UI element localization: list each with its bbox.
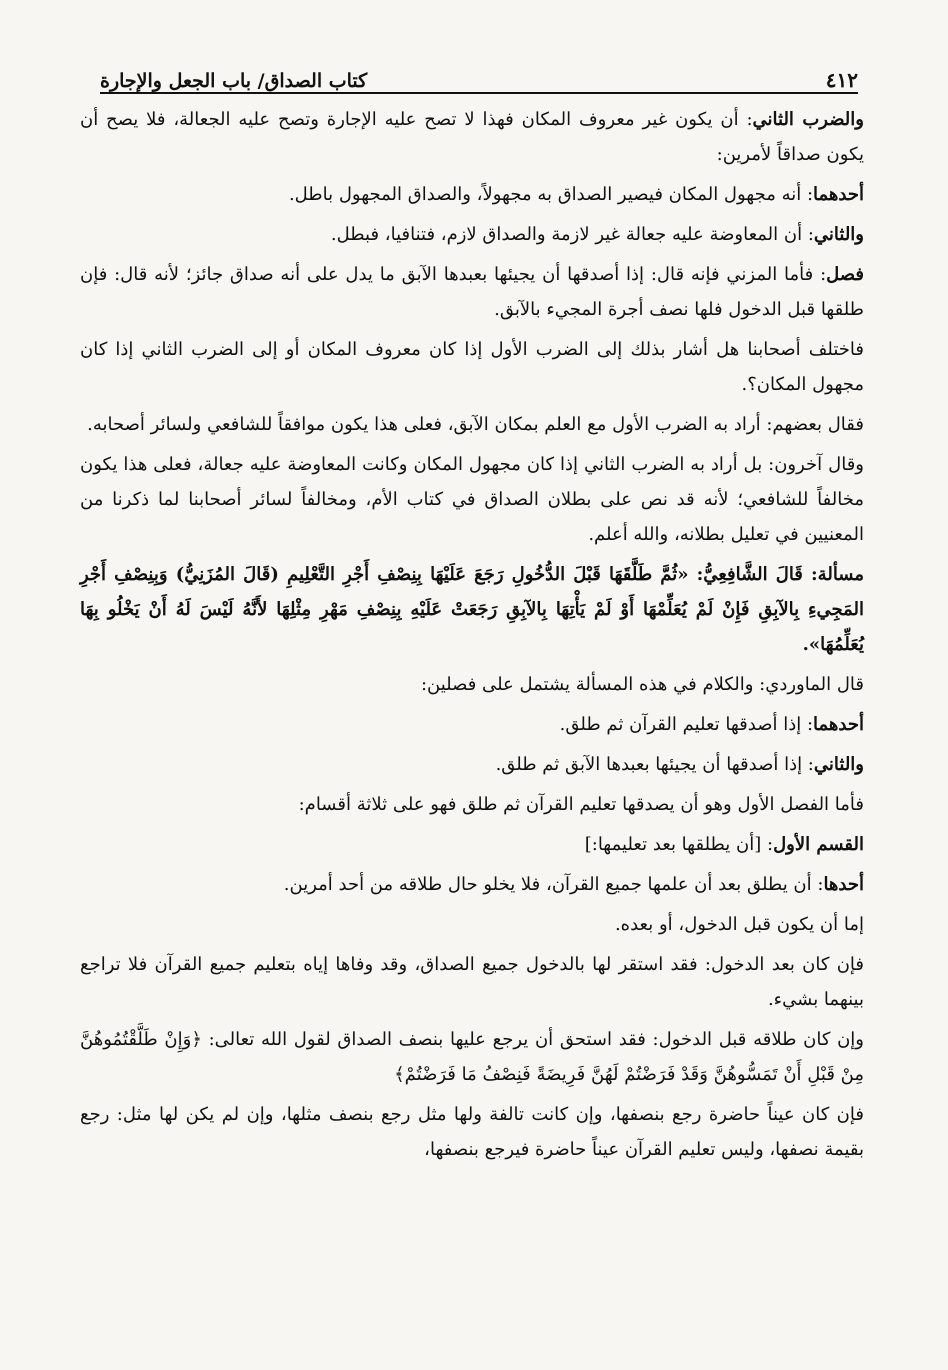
paragraph — [80, 707, 864, 742]
paragraph-lead: والضرب الثاني — [752, 109, 864, 130]
paragraph — [80, 447, 864, 552]
paragraph — [80, 217, 864, 252]
paragraph-text: : أن يكون غير معروف المكان فهذا لا تصح عليه الإجارة وتصح عليه الجعالة، فلا يصح أن يكون صداقاً لأمرين: — [80, 109, 864, 165]
paragraph-text: فاختلف أصحابنا هل أشار بذلك إلى الضرب الأول إذا كان معروف المكان أو إلى الضرب الثاني إذا كان مجهول المكان؟. — [80, 339, 864, 395]
paragraph — [80, 102, 864, 172]
paragraph-text: فقال بعضهم: أراد به الضرب الأول مع العلم بمكان الآبق، فعلى هذا يكون موافقاً للشافعي ولسائر أصحابه. — [87, 414, 864, 435]
paragraph-lead: والثاني — [813, 224, 864, 245]
paragraph-text: وإن كان طلاقه قبل الدخول: فقد استحق أن يرجع عليها بنصف الصداق لقول الله تعالى: ﴿وَإِنْ طَلَّقْتُمُوهُنَّ مِنْ قَبْلِ أَنْ تَمَسُّوهُنَّ وَقَدْ فَرَضْتُمْ لَهُنَّ فَرِيضَةً فَنِصْفُ مَا فَرَضْتُمْ﴾ — [80, 1029, 864, 1085]
paragraph — [80, 947, 864, 1017]
paragraph-text: فإن كان بعد الدخول: فقد استقر لها بالدخول جميع الصداق، وقد وفاها إياه بتعليم جميع القرآن فلا تراجع بينهما بشيء. — [80, 954, 864, 1010]
paragraph-lead: أحدهما — [813, 184, 864, 205]
paragraph — [80, 907, 864, 942]
paragraph-lead: فصل — [826, 264, 864, 285]
paragraph-text: : أنه مجهول المكان فيصير الصداق به مجهولاً، والصداق المجهول باطل. — [288, 184, 814, 205]
paragraph — [80, 1022, 864, 1092]
paragraph-lead: والثاني — [813, 754, 864, 775]
paragraph — [80, 332, 864, 402]
paragraph-text: : أن يطلق بعد أن علمها جميع القرآن، فلا يخلو حال طلاقه من أحد أمرين. — [283, 874, 824, 895]
paragraph-text: وقال آخرون: بل أراد به الضرب الثاني إذا كان مجهول المكان وكانت المعاوضة عليه جعالة، فعلى هذا يكون مخالفاً للشافعي؛ لأنه قد نص على بطلان الصداق في كتاب الأم، ومخالفاً لسائر أصحابنا لما ذكرنا من المعنيين في تعليل بطلانه، والله أعلم. — [80, 454, 864, 545]
paragraph-lead: مسألة: قَالَ الشَّافِعِيُّ — [703, 564, 864, 585]
paragraph — [80, 407, 864, 442]
paragraph-lead: أحدهما — [813, 714, 864, 735]
paragraph — [80, 177, 864, 212]
running-title: كتاب الصداق/ باب الجعل والإجارة — [100, 70, 368, 92]
paragraph — [80, 747, 864, 782]
paragraph-text: : [أن يطلقها بعد تعليمها:] — [584, 834, 774, 855]
paragraph-text: فأما الفصل الأول وهو أن يصدقها تعليم القرآن ثم طلق فهو على ثلاثة أقسام: — [298, 794, 864, 815]
paragraph-lead: أحدها — [823, 874, 864, 895]
paragraph-text: قال الماوردي: والكلام في هذه المسألة يشتمل على فصلين: — [420, 674, 864, 695]
quoted-text: : «ثُمَّ طَلَّقَهَا قَبْلَ الدُّخُولِ رَجَعَ عَلَيْهَا بِنِصْفِ أَجْرِ التَّعْلِيمِ (قَالَ المُزَنِيُّ) وَبِنِصْفِ أَجْرِ المَجِيءِ بِالآبِقِ فَإِنْ لَمْ يُعَلِّمْهَا أَوْ لَمْ يَأْتِهَا بِالآبِقِ رَجَعَتْ عَلَيْهِ بِنِصْفِ مَهْرِ مِثْلِهَا لأَنَّهُ لَيْسَ لَهُ أَنْ يَخْلُو بِهَا يُعَلِّمُهَا». — [80, 564, 864, 655]
paragraph-text: : إذا أصدقها أن يجيئها بعبدها الآبق ثم طلق. — [495, 754, 814, 775]
page-header — [100, 58, 858, 94]
body-text — [80, 102, 864, 1172]
paragraph — [80, 867, 864, 902]
paragraph — [80, 827, 864, 862]
paragraph-text: : أن المعاوضة عليه جعالة غير لازمة والصداق لازم، فتنافيا، فبطل. — [330, 224, 814, 245]
paragraph-text: : فأما المزني فإنه قال: إذا أصدقها أن يجيئها بعبدها الآبق ما يدل على أنه صداق جائز؛ لأنه قال: فإن طلقها قبل الدخول فلها نصف أجرة المجيء بالآبق. — [80, 264, 864, 320]
paragraph — [80, 257, 864, 327]
paragraph — [80, 557, 864, 662]
paragraph-text: إما أن يكون قبل الدخول، أو بعده. — [614, 914, 864, 935]
paragraph — [80, 667, 864, 702]
paragraph-lead: القسم الأول — [773, 834, 864, 855]
paragraph-text: فإن كان عيناً حاضرة رجع بنصفها، وإن كانت تالفة ولها مثل رجع بنصف مثلها، وإن لم يكن لها مثل: رجع بقيمة نصفها، وليس تعليم القرآن عيناً حاضرة فيرجع بنصفها، — [80, 1104, 864, 1160]
paragraph — [80, 1097, 864, 1167]
page-number: ٤١٢ — [825, 68, 858, 92]
paragraph-text: : إذا أصدقها تعليم القرآن ثم طلق. — [559, 714, 814, 735]
paragraph — [80, 787, 864, 822]
